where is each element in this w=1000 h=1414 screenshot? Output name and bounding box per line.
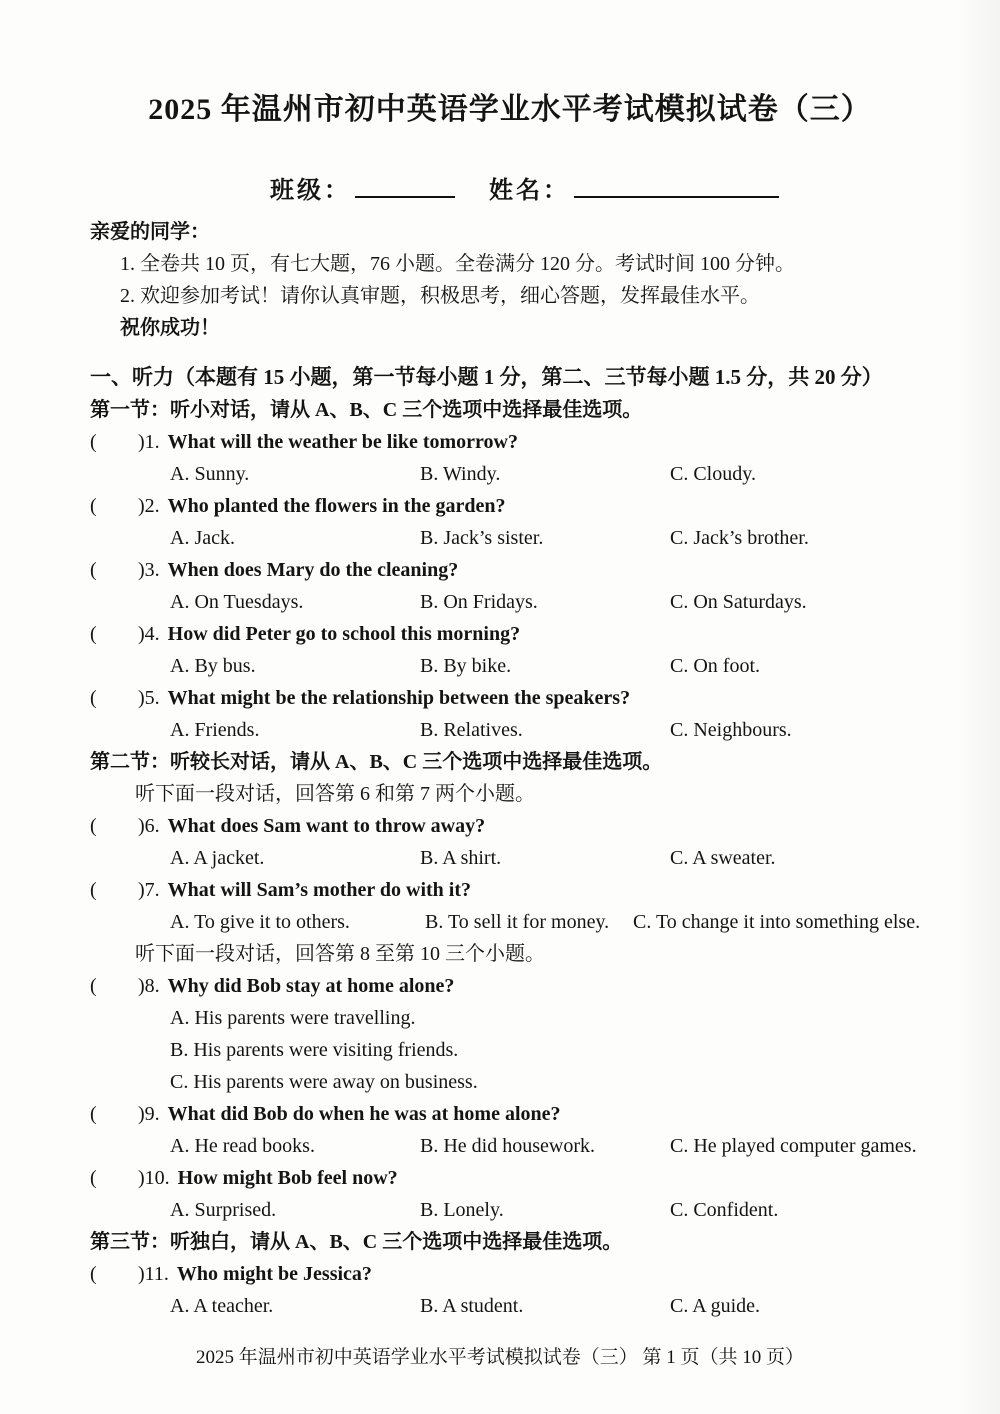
question-4-options xyxy=(90,650,930,682)
question-7-options xyxy=(90,906,930,938)
page-footer: 2025 年温州市初中英语学业水平考试模拟试卷（三） 第 1 页（共 10 页） xyxy=(195,1347,804,1368)
option-a: A. Friends. xyxy=(170,719,260,741)
question-6-row xyxy=(90,810,930,842)
option-a: A. To give it to others. xyxy=(170,911,350,933)
dialog-hint-6-7: 听下面一段对话，回答第 6 和第 7 两个小题。 xyxy=(135,783,535,805)
answer-paren: ( xyxy=(90,815,97,837)
option-c: C. To change it into something else. xyxy=(633,911,921,933)
part1-heading: 第一节：听小对话，请从 A、B、C 三个选项中选择最佳选项。 xyxy=(90,399,643,421)
answer-paren: ( xyxy=(90,559,97,581)
question-4-label: )4. xyxy=(138,623,160,645)
name-blank-line xyxy=(574,168,779,198)
question-8-option-b: B. His parents were visiting friends. xyxy=(170,1039,459,1061)
question-11-text: Who might be Jessica? xyxy=(176,1263,372,1285)
question-10-label: )10. xyxy=(138,1167,170,1189)
class-blank-line xyxy=(355,168,455,198)
option-b: B. Jack’s sister. xyxy=(420,527,544,549)
answer-paren: ( xyxy=(90,1103,97,1125)
question-10-row xyxy=(90,1162,930,1194)
option-b: B. Windy. xyxy=(420,463,501,485)
answer-paren: ( xyxy=(90,1167,97,1189)
answer-paren: ( xyxy=(90,623,97,645)
question-1-options xyxy=(90,458,930,490)
question-2-label: )2. xyxy=(138,495,160,517)
question-9-text: What did Bob do when he was at home alone? xyxy=(167,1103,561,1125)
question-9-label: )9. xyxy=(138,1103,160,1125)
answer-paren: ( xyxy=(90,687,97,709)
option-c: C. A sweater. xyxy=(670,847,776,869)
question-9-options xyxy=(90,1130,930,1162)
option-a: A. He read books. xyxy=(170,1135,315,1157)
answer-paren: ( xyxy=(90,495,97,517)
option-a: A. A jacket. xyxy=(170,847,265,869)
question-3-text: When does Mary do the cleaning? xyxy=(167,559,459,581)
question-5-row xyxy=(90,682,930,714)
option-c: C. Neighbours. xyxy=(670,719,792,741)
answer-paren: ( xyxy=(90,1263,97,1285)
option-b: B. He did housework. xyxy=(420,1135,595,1157)
option-c: C. He played computer games. xyxy=(670,1135,917,1157)
part3-heading: 第三节：听独白，请从 A、B、C 三个选项中选择最佳选项。 xyxy=(90,1231,623,1253)
question-4-text: How did Peter go to school this morning? xyxy=(167,623,521,645)
option-c: C. On Saturdays. xyxy=(670,591,807,613)
option-a: A. A teacher. xyxy=(170,1295,274,1317)
wish-text: 祝你成功！ xyxy=(120,317,220,339)
question-7-label: )7. xyxy=(138,879,160,901)
option-b: B. A student. xyxy=(420,1295,524,1317)
note-1: 1. 全卷共 10 页，有七大题，76 小题。全卷满分 120 分。考试时间 100 分钟。 xyxy=(120,253,795,275)
question-3-options xyxy=(90,586,930,618)
question-1-text: What will the weather be like tomorrow? xyxy=(167,431,518,453)
answer-paren: ( xyxy=(90,975,97,997)
question-5-options xyxy=(90,714,930,746)
answer-paren: ( xyxy=(90,879,97,901)
question-7-text: What will Sam’s mother do with it? xyxy=(167,879,472,901)
question-2-options xyxy=(90,522,930,554)
question-3-row xyxy=(90,554,930,586)
option-c: C. Confident. xyxy=(670,1199,779,1221)
option-b: B. On Fridays. xyxy=(420,591,538,613)
question-3-label: )3. xyxy=(138,559,160,581)
dialog-hint-8-10: 听下面一段对话，回答第 8 至第 10 三个小题。 xyxy=(135,943,545,965)
option-c: C. A guide. xyxy=(670,1295,761,1317)
question-8-row xyxy=(90,970,930,1002)
option-b: B. By bike. xyxy=(420,655,512,677)
question-10-text: How might Bob feel now? xyxy=(177,1167,398,1189)
question-8-option-a: A. His parents were travelling. xyxy=(170,1007,416,1029)
option-b: B. Relatives. xyxy=(420,719,523,741)
question-10-options xyxy=(90,1194,930,1226)
student-info-row xyxy=(270,168,930,208)
question-8-label: )8. xyxy=(138,975,160,997)
option-c: C. On foot. xyxy=(670,655,760,677)
answer-paren: ( xyxy=(90,431,97,453)
part2-heading: 第二节：听较长对话，请从 A、B、C 三个选项中选择最佳选项。 xyxy=(90,751,663,773)
question-5-text: What might be the relationship between the speakers? xyxy=(167,687,631,709)
option-a: A. On Tuesdays. xyxy=(170,591,304,613)
option-a: A. Surprised. xyxy=(170,1199,277,1221)
option-b: B. A shirt. xyxy=(420,847,502,869)
question-4-row xyxy=(90,618,930,650)
question-8-option-c: C. His parents were away on business. xyxy=(170,1071,478,1093)
question-11-options xyxy=(90,1290,930,1322)
question-6-text: What does Sam want to throw away? xyxy=(167,815,486,837)
question-11-label: )11. xyxy=(138,1263,169,1285)
option-b: B. Lonely. xyxy=(420,1199,504,1221)
question-6-options xyxy=(90,842,930,874)
question-1-label: )1. xyxy=(138,431,160,453)
question-6-label: )6. xyxy=(138,815,160,837)
question-1-row xyxy=(90,426,930,458)
name-label: 姓名： xyxy=(489,178,570,204)
class-label: 班级： xyxy=(270,178,351,204)
option-b: B. To sell it for money. xyxy=(425,911,610,933)
question-9-row xyxy=(90,1098,930,1130)
page-title: 2025 年温州市初中英语学业水平考试模拟试卷（三） xyxy=(148,93,872,126)
option-a: A. Sunny. xyxy=(170,463,250,485)
question-11-row xyxy=(90,1258,930,1290)
question-7-row xyxy=(90,874,930,906)
section-listening-heading: 一、听力（本题有 15 小题，第一节每小题 1 分，第二、三节每小题 1.5 分，共 20 分） xyxy=(90,365,883,389)
option-c: C. Cloudy. xyxy=(670,463,756,485)
question-8-text: Why did Bob stay at home alone? xyxy=(167,975,455,997)
greeting: 亲爱的同学： xyxy=(90,221,210,243)
question-2-text: Who planted the flowers in the garden? xyxy=(167,495,506,517)
option-c: C. Jack’s brother. xyxy=(670,527,809,549)
option-a: A. By bus. xyxy=(170,655,256,677)
question-2-row xyxy=(90,490,930,522)
note-2: 2. 欢迎参加考试！请你认真审题，积极思考，细心答题，发挥最佳水平。 xyxy=(120,285,760,307)
option-a: A. Jack. xyxy=(170,527,235,549)
question-5-label: )5. xyxy=(138,687,160,709)
